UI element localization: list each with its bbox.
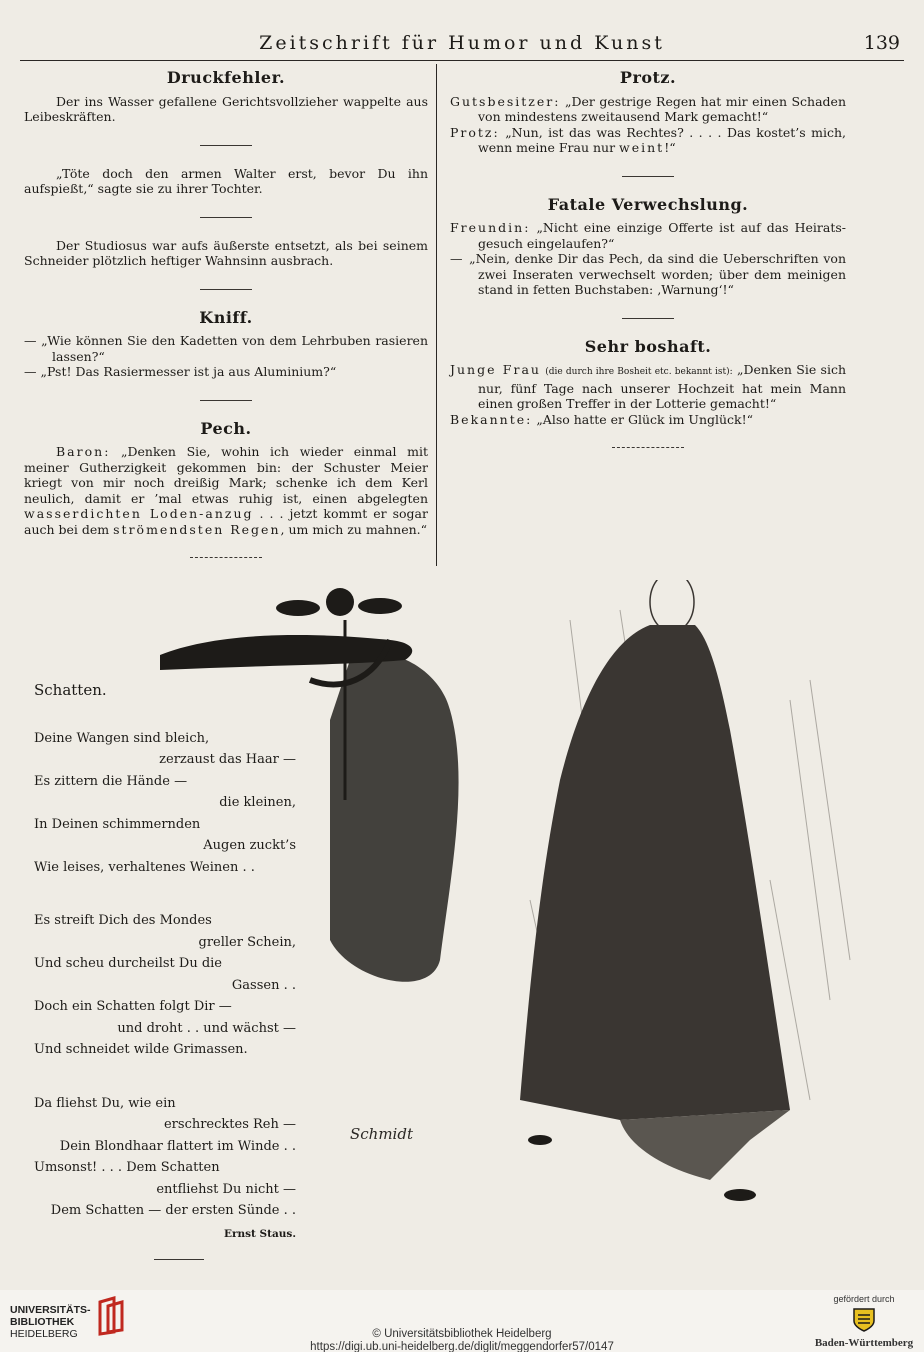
separator: [622, 176, 674, 177]
dialogue-text: !“: [664, 140, 676, 155]
separator: [200, 289, 252, 290]
shoe: [528, 1135, 552, 1145]
poem-line: zerzaust das Haar —: [159, 752, 296, 767]
separator: [200, 400, 252, 401]
flower-head: [326, 588, 354, 616]
poem-line: Umsonst! . . . Dem Schatten: [34, 1160, 220, 1175]
dialogue-line: [450, 412, 846, 428]
dialogue-text: „Der gestrige Regen hat mir einen Schaden von mindestens zweitausend Mark gemacht!“: [478, 93, 846, 124]
poem-line: Doch ein Schatten folgt Dir —: [34, 999, 232, 1014]
funder-label: gefördert durch: [833, 1294, 895, 1304]
running-head: [20, 30, 904, 58]
dialogue-line: [450, 125, 846, 156]
library-name-line: BIBLIOTHEK: [10, 1316, 75, 1328]
separator-ornament: [190, 557, 262, 558]
stage-note: (die durch ihre Bosheit etc. bekannt ist):: [545, 367, 733, 377]
joke-paragraph: Der Studiosus war aufs äußerste entsetzt, als bei seinem Schneider plötzlich heftiger Wahnsinn ausbrach.: [24, 237, 428, 268]
poem-line: Gassen . .: [231, 977, 296, 993]
funder-block: [814, 1294, 914, 1349]
speaker-label: Protz:: [450, 124, 500, 140]
dialogue-line: [450, 251, 846, 298]
dialogue-text: „Nein, denke Dir das Pech, da sind die Ueberschriften von zwei Inseraten verwechselt worden; über dem meinigen stand in fetten Buchstaben: ‚Warnung‘!“: [469, 251, 846, 297]
dialogue-line: [450, 362, 846, 412]
viewer-footer: [0, 1290, 924, 1352]
poem-line: Es streift Dich des Mondes: [34, 913, 212, 928]
poem-line: Wie leises, verhaltenes Weinen . .: [34, 859, 255, 875]
woman-face: [650, 580, 694, 632]
shoe: [724, 1189, 756, 1201]
flower-leaf: [276, 600, 320, 616]
poem-line: erschrecktes Reh —: [163, 1117, 296, 1132]
speaker-label: —: [450, 251, 465, 266]
joke-text: , um mich zu mahnen.“: [280, 521, 428, 537]
poem-line: Und schneidet wilde Grimassen.: [34, 1042, 248, 1057]
poem-stanza: [34, 910, 296, 1061]
flower-leaf: [358, 598, 402, 614]
cape: [520, 625, 790, 1120]
joke-text: „Denken Sie, wohin ich wieder einmal mit meiner Gutherzigkeit gekommen bin: der Schuster Meier kriegt von mir noch dreißig Mark; schenke ich dem Kerl neulich, damit er ’mal etwas ruhig ist, einen abgelegten: [24, 444, 428, 506]
emphasized-text: wasserdichten Loden-anzug: [24, 506, 254, 521]
separator: [622, 318, 674, 319]
poem-title: Schatten.: [34, 681, 107, 699]
emphasized-text: weint: [619, 140, 665, 155]
library-name-line: HEIDELBERG: [10, 1328, 78, 1340]
separator: [154, 1259, 204, 1260]
dialogue-line: [450, 220, 846, 251]
dialogue-text: „Nicht eine einzige Offerte ist auf das Heirats-gesuch eingelaufen?“: [478, 220, 846, 251]
poem-line: entfliehst Du nicht —: [156, 1181, 296, 1197]
dialogue-line: — „Wie können Sie den Kadetten von dem Lehrbuben rasieren lassen?“: [24, 333, 428, 364]
poem-line: Da fliehst Du, wie ein: [34, 1095, 176, 1111]
separator: [200, 217, 252, 218]
library-name-line: UNIVERSITÄTS-: [10, 1304, 91, 1316]
poem-line: Dem Schatten — der ersten Sünde . .: [50, 1203, 296, 1218]
right-column: [450, 70, 846, 468]
section-title-protz: Protz.: [619, 68, 677, 87]
dialogue-line: — „Pst! Das Rasiermesser ist ja aus Aluminium?“: [24, 364, 337, 379]
dialogue-line: [450, 94, 846, 125]
joke-paragraph: „Töte doch den armen Walter erst, bevor Du ihn aufspießt,“ sagte sie zu ihrer Tochter.: [24, 165, 428, 196]
section-title-pech: Pech.: [200, 418, 252, 438]
left-column: [24, 70, 428, 578]
poem-line: Dein Blondhaar flattert im Winde . .: [59, 1138, 296, 1154]
poem-line: greller Schein,: [198, 934, 296, 950]
poem-line: Und scheu durcheilst Du die: [34, 956, 223, 971]
joke-text: . . . jetzt kommt er sogar auch bei dem: [24, 506, 428, 537]
section-title-druckfehler: Druckfehler.: [166, 68, 286, 87]
copyright-notice: [0, 1328, 924, 1352]
poem-author: Ernst Staus.: [223, 1227, 296, 1240]
speaker-label: Freundin:: [450, 220, 531, 235]
speaker-label: Baron:: [56, 444, 111, 459]
section-title-kniff: Kniff.: [199, 307, 253, 327]
emphasized-text: strömendsten Regen: [113, 521, 281, 537]
state-crest-icon: [852, 1307, 876, 1333]
journal-title: Zeitschrift für Humor und Kunst: [259, 32, 665, 54]
column-divider: [436, 64, 437, 566]
speaker-label: Junge Frau: [450, 362, 541, 377]
permalink[interactable]: https://digi.ub.uni-heidelberg.de/diglit/meggendorfer57/0147: [310, 1341, 614, 1352]
speaker-label: Gutsbesitzer:: [450, 93, 561, 109]
copyright-text: © Universitätsbibliothek Heidelberg: [372, 1328, 552, 1340]
separator-ornament: [612, 447, 684, 448]
section-title-verwechslung: Fatale Verwechslung.: [547, 194, 749, 214]
shadow-figure: [330, 654, 459, 982]
skirt: [620, 1110, 790, 1180]
header-rule: [20, 60, 904, 61]
poem-line: Es zittern die Hände —: [34, 773, 188, 789]
artist-signature: Schmidt: [350, 1125, 413, 1143]
poem-stanza: [34, 728, 296, 879]
poem-line: In Deinen schimmernden: [34, 816, 201, 832]
speaker-label: Bekannte:: [450, 411, 533, 427]
poem: [34, 680, 296, 1260]
poem-line: Augen zuckt’s: [203, 838, 296, 853]
funder-name: Baden-Württemberg: [814, 1337, 914, 1349]
dialogue-text: „Nun, ist das was Rechtes? . . . . Das kostet’s mich, wenn meine Frau nur: [478, 124, 846, 155]
separator: [200, 145, 252, 146]
poem-stanza: [34, 1093, 296, 1222]
poem-line: die kleinen,: [219, 795, 296, 810]
poem-line: und droht . . und wächst —: [117, 1020, 296, 1036]
page-number: 139: [863, 32, 900, 54]
dialogue-text: „Also hatte er Glück im Unglück!“: [536, 411, 754, 427]
poem-line: Deine Wangen sind bleich,: [34, 730, 210, 746]
joke-paragraph: [24, 444, 428, 537]
dialogue-text: „Denken Sie sich nur, fünf Tage nach unserer Hochzeit hat mein Mann einen großen Treffer in der Lotterie gemacht!“: [478, 362, 846, 411]
joke-paragraph: Der ins Wasser gefallene Gerichtsvollzieher wappelte aus Leibeskräften.: [24, 93, 428, 124]
section-title-boshaft: Sehr boshaft.: [584, 336, 712, 356]
